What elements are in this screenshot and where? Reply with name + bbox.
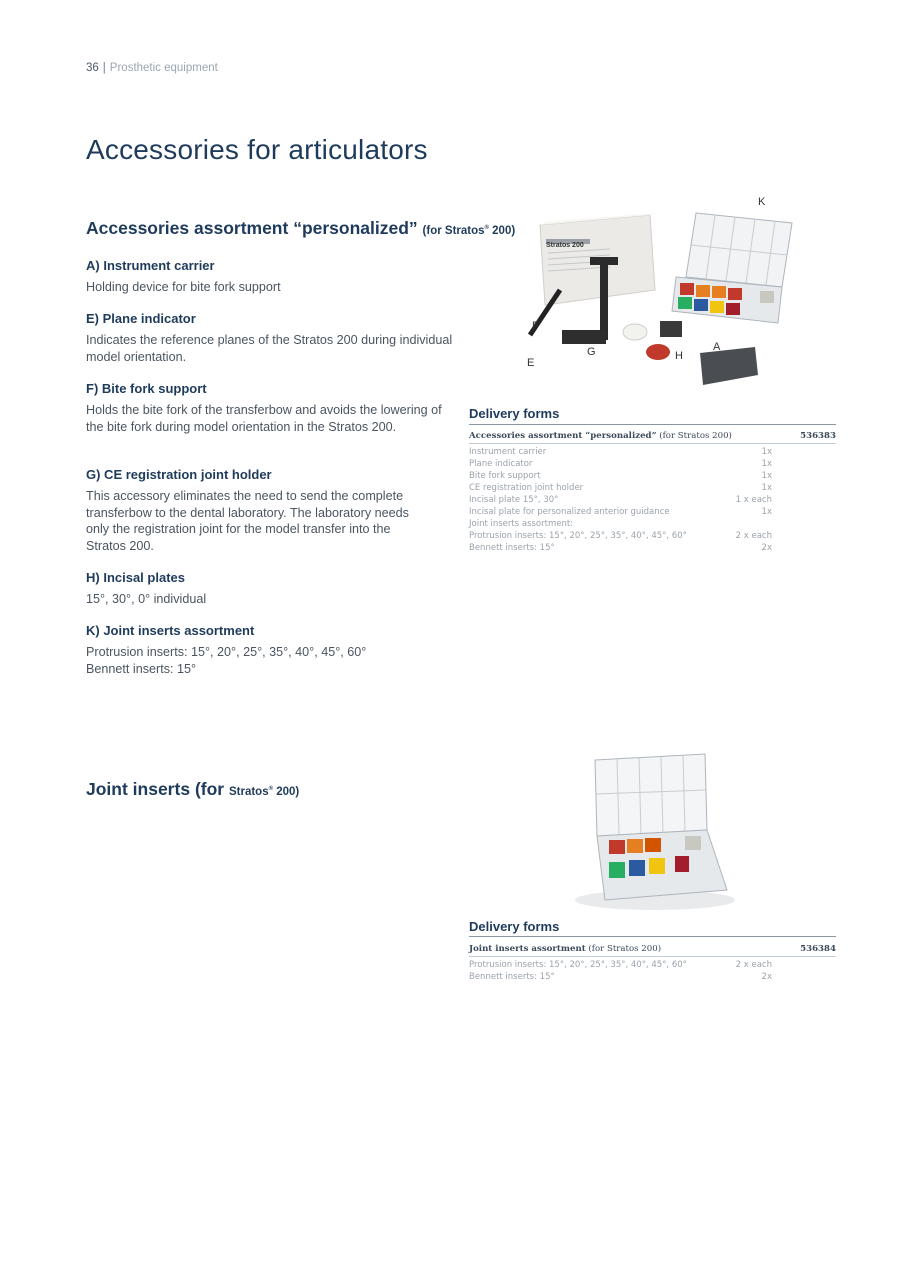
- section1-title: [86, 218, 515, 239]
- delivery-product-code-2: 536384: [800, 944, 836, 954]
- delivery-row: Bite fork support 1x: [469, 471, 772, 481]
- delivery-row: Plane indicator 1x: [469, 459, 772, 469]
- delivery-forms-title-2: Delivery forms: [469, 919, 560, 934]
- item-heading-joint-inserts: K) Joint inserts assortment: [86, 623, 255, 638]
- accessories-assortment-illustration: [520, 195, 820, 395]
- delivery-row: Bennett inserts: 15° 2x: [469, 972, 772, 982]
- page-header: [86, 62, 218, 74]
- delivery-row: Instrument carrier 1x: [469, 447, 772, 457]
- delivery-row: Incisal plate 15°, 30° 1 x each: [469, 495, 772, 505]
- delivery-product-name-2: Joint inserts assortment: [469, 944, 586, 954]
- item-heading-bite-fork-support: F) Bite fork support: [86, 381, 207, 396]
- image-label-h: H: [675, 350, 683, 362]
- delivery-product-sub-2: (for Stratos 200): [588, 944, 662, 954]
- item-heading-ce-registration: G) CE registration joint holder: [86, 467, 272, 482]
- section2-title: Joint inserts (for Stratos® 200): [86, 779, 300, 799]
- delivery-forms-rule: [469, 424, 836, 425]
- item-text-ce-registration: This accessory eliminates the need to send the complete transferbow to the dental laboratory. The laboratory needs only the registration joint for the model transfer into the Stratos 200.: [86, 489, 409, 553]
- delivery-product-code: 536383: [800, 431, 836, 441]
- item-text-joint-inserts-protrusion: Protrusion inserts: 15°, 20°, 25°, 35°, 40°, 45°, 60°: [86, 645, 367, 659]
- section1-title-suffix: (for Stratos® 200): [422, 225, 516, 237]
- image-label-a: A: [713, 341, 721, 353]
- delivery-product-header-2: [469, 944, 836, 954]
- image-label-e: E: [527, 357, 535, 369]
- delivery-header-rule: [469, 443, 836, 444]
- item-text-bite-fork-support: Holds the bite fork of the transferbow and avoids the lowering of the bite fork during model orientation in the Stratos 200.: [86, 403, 442, 434]
- delivery-header-rule-2: [469, 956, 836, 957]
- delivery-row: CE registration joint holder 1x: [469, 483, 772, 493]
- delivery-rows: [469, 446, 836, 554]
- delivery-row: Protrusion inserts: 15°, 20°, 25°, 35°, 40°, 45°, 60° 2 x each: [469, 960, 772, 970]
- box-label: Stratos 200: [546, 242, 584, 249]
- delivery-rows-2: [469, 959, 836, 983]
- image-label-k: K: [758, 196, 766, 208]
- delivery-product-name: Accessories assortment “personalized”: [469, 431, 657, 441]
- delivery-row: Incisal plate for personalized anterior guidance 1x: [469, 507, 772, 517]
- item-heading-incisal-plates: H) Incisal plates: [86, 570, 185, 585]
- item-text-incisal-plates: 15°, 30°, 0° individual: [86, 592, 207, 606]
- delivery-row: Protrusion inserts: 15°, 20°, 25°, 35°, 40°, 45°, 60° 2 x each: [469, 531, 772, 541]
- joint-inserts-photo: [565, 750, 745, 915]
- delivery-forms-rule-2: [469, 936, 836, 937]
- delivery-product-header: [469, 431, 836, 441]
- header-section-name: Prosthetic equipment: [109, 62, 218, 74]
- joint-inserts-illustration: [565, 750, 745, 915]
- delivery-row: Joint inserts assortment:: [469, 519, 574, 529]
- accessories-assortment-photo: [520, 195, 820, 395]
- image-label-g: G: [587, 346, 596, 358]
- page-title: Accessories for articulators: [86, 134, 428, 165]
- section2-title-text: Joint inserts: [86, 779, 191, 799]
- delivery-product-sub: (for Stratos 200): [659, 431, 732, 441]
- page-number: 36: [86, 62, 99, 74]
- section2-title-brand: Stratos® 200): [228, 786, 300, 798]
- image-label-f: F: [532, 320, 539, 332]
- item-heading-instrument-carrier: A) Instrument carrier: [86, 258, 215, 273]
- header-separator: |: [102, 62, 106, 74]
- item-heading-plane-indicator: E) Plane indicator: [86, 311, 196, 326]
- delivery-row: Bennett inserts: 15° 2x: [469, 543, 772, 553]
- item-text-plane-indicator: Indicates the reference planes of the Stratos 200 during individual model orientation.: [86, 333, 453, 364]
- item-text-instrument-carrier: Holding device for bite fork support: [86, 280, 281, 294]
- item-text-joint-inserts-bennett: Bennett inserts: 15°: [86, 662, 197, 676]
- section1-title-text: Accessories assortment “personalized”: [86, 218, 418, 238]
- delivery-forms-title: Delivery forms: [469, 406, 560, 421]
